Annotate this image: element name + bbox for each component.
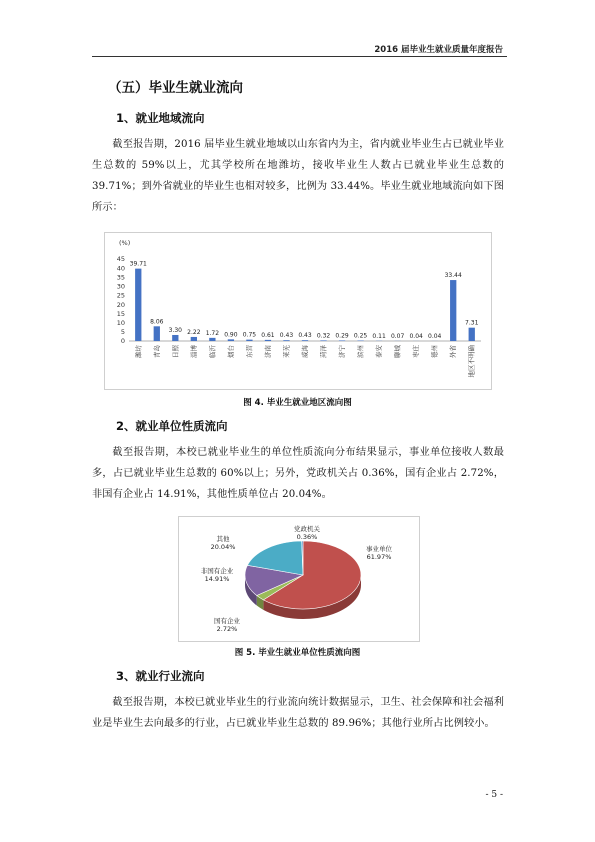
bar-value-label: 0.11 <box>372 332 386 340</box>
x-tick-label: 莱芜 <box>282 345 291 358</box>
bar <box>135 269 141 341</box>
x-tick-label: 德州 <box>430 345 439 358</box>
x-tick-label: 青岛 <box>152 345 161 358</box>
bar <box>450 280 456 341</box>
pie-slice-label: 国有企业 <box>214 617 240 625</box>
bar <box>172 335 178 341</box>
paragraph-region: 截至报告期，2016 届毕业生就业地域以山东省内为主，省内就业毕业生占已就业毕业生总数的 59%以上，尤其学校所在地潍坊，接收毕业生人数占已就业毕业生总数的 39.71%；到外省就业的毕业生也相对较多，比例为 33.44%。毕业生就业地域流向如下图所示： <box>92 139 504 213</box>
y-tick-label: 35 <box>116 273 125 282</box>
y-tick-label: 15 <box>116 309 125 318</box>
x-tick-label: 聊城 <box>393 345 402 358</box>
bar-value-label: 3.30 <box>168 326 182 334</box>
paragraph-industry: 截至报告期，本校已就业毕业生的行业流向统计数据显示，卫生、社会保障和社会福利业是毕业生去向最多的行业，占已就业毕业生总数的 89.96%；其他行业所占比例较小。 <box>92 697 504 729</box>
bar-value-label: 0.29 <box>335 332 349 340</box>
bar <box>339 340 345 341</box>
header-rule <box>92 56 507 57</box>
y-tick-label: 10 <box>116 318 125 327</box>
bar-value-label: 33.44 <box>444 272 462 280</box>
pie-slice-label: 事业单位 <box>366 545 392 553</box>
x-tick-label: 地区不明确 <box>467 345 476 378</box>
bar-chart-svg <box>105 233 491 389</box>
figure-4-caption: 图 4. 毕业生就业地区流向图 <box>243 398 352 408</box>
x-tick-label: 威海 <box>301 345 309 358</box>
pie-slice-label: 党政机关 <box>294 525 320 533</box>
x-tick-label: 烟台 <box>226 345 235 358</box>
x-tick-label: 淄博 <box>189 345 198 358</box>
bar-value-label: 0.75 <box>242 331 257 339</box>
x-tick-label: 济南 <box>263 345 272 358</box>
pie-slice-value-label: 20.04% <box>210 543 236 551</box>
y-unit-label: (%) <box>119 239 131 247</box>
bar <box>154 326 160 341</box>
subheading-region: 1、就业地域流向 <box>116 111 205 125</box>
x-tick-label: 枣庄 <box>412 345 421 358</box>
y-tick-label: 45 <box>116 255 125 264</box>
bar <box>469 328 475 341</box>
bar-value-label: 0.90 <box>224 331 238 339</box>
bar <box>320 340 326 341</box>
y-tick-label: 0 <box>120 337 125 346</box>
bar-value-label: 0.32 <box>316 332 331 340</box>
bar-value-label: 0.43 <box>279 332 294 340</box>
running-header: 2016 届毕业生就业质量年度报告 <box>374 45 503 55</box>
pie-slice-value-label: 0.36% <box>296 533 318 541</box>
x-tick-label: 泰安 <box>375 345 384 358</box>
bar-value-label: 2.22 <box>187 328 201 336</box>
bar-value-label: 0.04 <box>428 332 442 340</box>
bar-value-label: 8.06 <box>150 318 164 326</box>
y-tick-label: 20 <box>116 300 125 309</box>
subheading-industry: 3、就业行业流向 <box>116 669 205 683</box>
bar-value-label: 0.07 <box>390 332 405 340</box>
bar-value-label: 0.43 <box>298 332 312 340</box>
bar <box>191 337 197 341</box>
pie-slice-value-label: 2.72% <box>216 625 238 633</box>
region-bar-chart <box>104 232 492 390</box>
y-tick-label: 5 <box>120 328 125 337</box>
subheading-unit-type: 2、就业单位性质流向 <box>116 419 228 433</box>
bar-value-label: 7.31 <box>465 319 479 327</box>
x-tick-label: 东营 <box>245 345 254 358</box>
bar-value-label: 39.71 <box>129 260 147 268</box>
y-tick-label: 30 <box>116 282 125 291</box>
x-tick-label: 滨州 <box>356 345 365 358</box>
x-tick-label: 临沂 <box>208 345 217 358</box>
x-tick-label: 济宁 <box>338 345 347 358</box>
bar-value-label: 0.04 <box>409 332 423 340</box>
pie-slice-label: 非国有企业 <box>200 567 234 575</box>
pie-slice-label: 其他 <box>216 535 230 543</box>
page-number: - 5 - <box>485 790 503 800</box>
section-heading: （五）毕业生就业流向 <box>108 80 243 96</box>
x-tick-label: 菏泽 <box>319 345 328 358</box>
pie-slice-value-label: 61.97% <box>366 553 392 561</box>
unit-type-pie-chart <box>178 516 420 642</box>
bar <box>302 340 308 341</box>
bar <box>209 338 215 341</box>
x-tick-label: 潍坊 <box>134 345 143 358</box>
bar-value-label: 1.72 <box>205 329 220 337</box>
bar <box>265 340 271 341</box>
bar-value-label: 0.25 <box>353 332 368 340</box>
y-tick-label: 40 <box>116 264 125 273</box>
x-tick-label: 日照 <box>171 345 180 358</box>
bar <box>283 340 289 341</box>
figure-5-caption: 图 5. 毕业生就业单位性质流向图 <box>234 648 361 658</box>
pie-chart-svg <box>179 517 419 641</box>
y-tick-label: 25 <box>116 291 125 300</box>
bar-value-label: 0.61 <box>261 331 275 339</box>
pie-slice-value-label: 14.91% <box>204 575 230 583</box>
bar <box>228 339 234 341</box>
paragraph-unit-type: 截至报告期，本校已就业毕业生的单位性质流向分布结果显示，事业单位接收人数最多，占已就业毕业生总数的 60%以上；另外，党政机关占 0.36%，国有企业占 2.72%，非国有企业占 14.91%，其他性质单位占 20.04%。 <box>92 447 504 500</box>
bar <box>246 340 252 341</box>
x-tick-label: 外省 <box>449 345 458 358</box>
